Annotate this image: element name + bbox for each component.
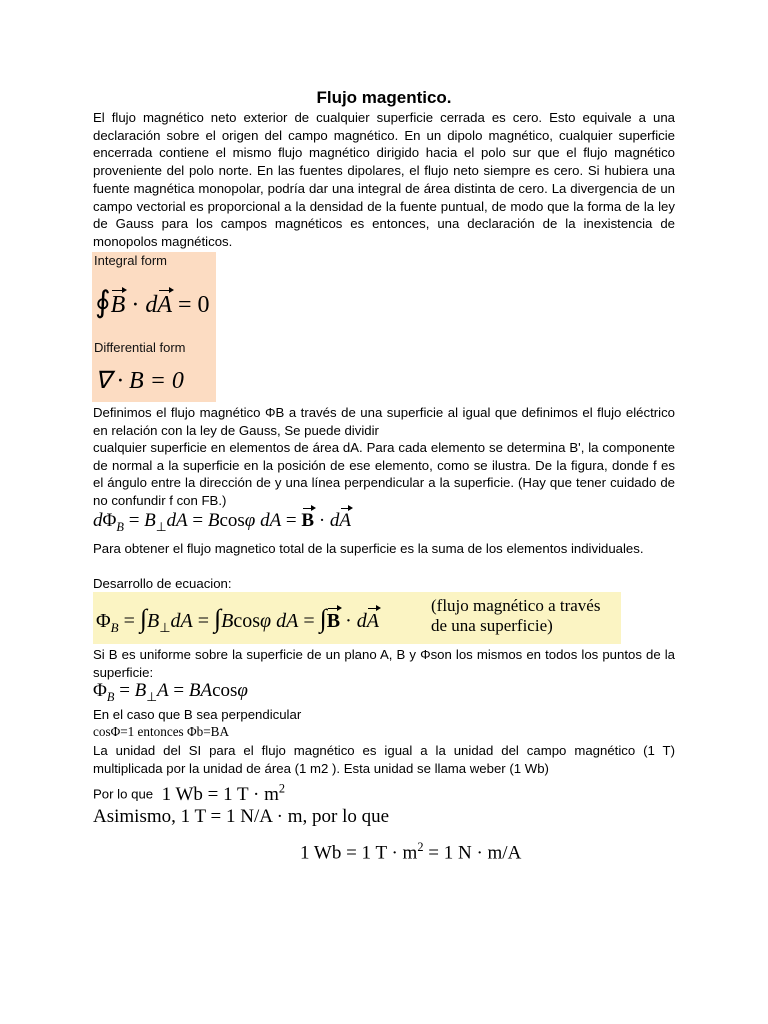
flux-note-line-1: (flujo magnético a través: [431, 596, 601, 615]
weber-full-equation: 1 Wb = 1 $T \cdot m^2 = 1$ N · m/A: [300, 840, 522, 864]
weber-full-equation-head: 1 Wb = 1 T · m: [300, 842, 418, 864]
flux-integral-figure: [93, 592, 621, 644]
si-unit-paragraph: La unidad del SI para el flujo magnético es igual a la unidad del campo magnético (1 T) multiplicada por la unidad de área (1 m2 ). Esta unidad se llama weber (1 Wb): [93, 743, 675, 776]
por-lo-que-label: Por lo que: [93, 786, 154, 802]
perpendicular-case-result: cosΦ=1 entonces Φb=BA: [93, 724, 229, 739]
intro-paragraph: El flujo magnético neto exterior de cualquier superficie cerrada es cero. Esto equivale a una declaración sobre el origen del campo magnético. En un dipolo magnético, cualquier superficie encerrada contiene el mismo flujo magnético dirigido hacia el polo sur que el flujo magnético proveniente del polo norte. En las fuentes dipolares, el flujo neto siempre es cero. Si hubiera una fuente magnética monopolar, podría dar una integral de área distinta de cero. La divergencia de un campo vectorial es proporcional a la densidad de la fuente puntual, de modo que la forma de la ley de Gauss para los campos magnéticos es entonces, una declaración de la inexistencia de monopolos magnéticos.: [93, 110, 675, 249]
weber-line: Por lo que 1 Wb = 1 $T \cdot m^2$: [93, 782, 286, 806]
differential-flux-equation: $d\Phi_B = B_\perp dA = Bcos\varphi$ dA = B · dA: [93, 510, 352, 534]
uniform-field-paragraph: Si B es uniforme sobre la superficie de un plano A, B y Φson los mismos en todos los puntos de la superficie:: [93, 647, 675, 680]
differential-form-equation: ∇ · B = 0: [95, 368, 184, 394]
integral-form-rhs: = 0: [177, 292, 210, 318]
flux-definition-paragraph: Definimos el flujo magnético ΦB a través de una superficie al igual que definimos el flujo eléctrico en relación con la ley de Gauss, Se puede dividir: [93, 405, 675, 438]
flux-note-line-2: de una superficie): [431, 616, 553, 635]
tesla-definition-line: Asimismo, 1 T = 1 N/A · m, por lo que: [93, 806, 390, 827]
flux-integral-note: [431, 596, 600, 636]
total-flux-paragraph: Para obtener el flujo magnetico total de la superficie es la suma de los elementos individuales.: [93, 541, 644, 556]
gauss-law-figure: [92, 252, 216, 402]
surface-elements-paragraph: cualquier superficie en elementos de área dA. Para cada elemento se determina B', la componente de normal a la superficie en la posición de ese elemento, como se ilustra. De la figura, donde f es el ángulo entre la dirección de y una línea perpendicular a la superficie. (Hay que tener cuidado de no confundir f con FB.): [93, 440, 675, 509]
integral-form-equation: ∮B · dA = 0: [95, 286, 210, 319]
flux-integral-equation: $\Phi_B = \int B_\perp dA = \int Bcos\varphi$ dA = ∫B · dA: [96, 604, 379, 635]
perpendicular-case-paragraph: En el caso que B sea perpendicular: [93, 707, 302, 722]
document-title: Flujo magentico.: [316, 88, 452, 107]
weber-full-equation-tail: = 1 N · m/A: [423, 842, 522, 864]
derivation-heading: Desarrollo de ecuacion:: [93, 576, 232, 591]
weber-equation: 1 Wb = 1 T · m: [161, 784, 279, 806]
differential-form-label: Differential form: [94, 340, 186, 355]
uniform-flux-equation: $\Phi_B = B_\perp A = BAcos\varphi$: [93, 680, 248, 704]
integral-form-label: Integral form: [94, 253, 167, 268]
